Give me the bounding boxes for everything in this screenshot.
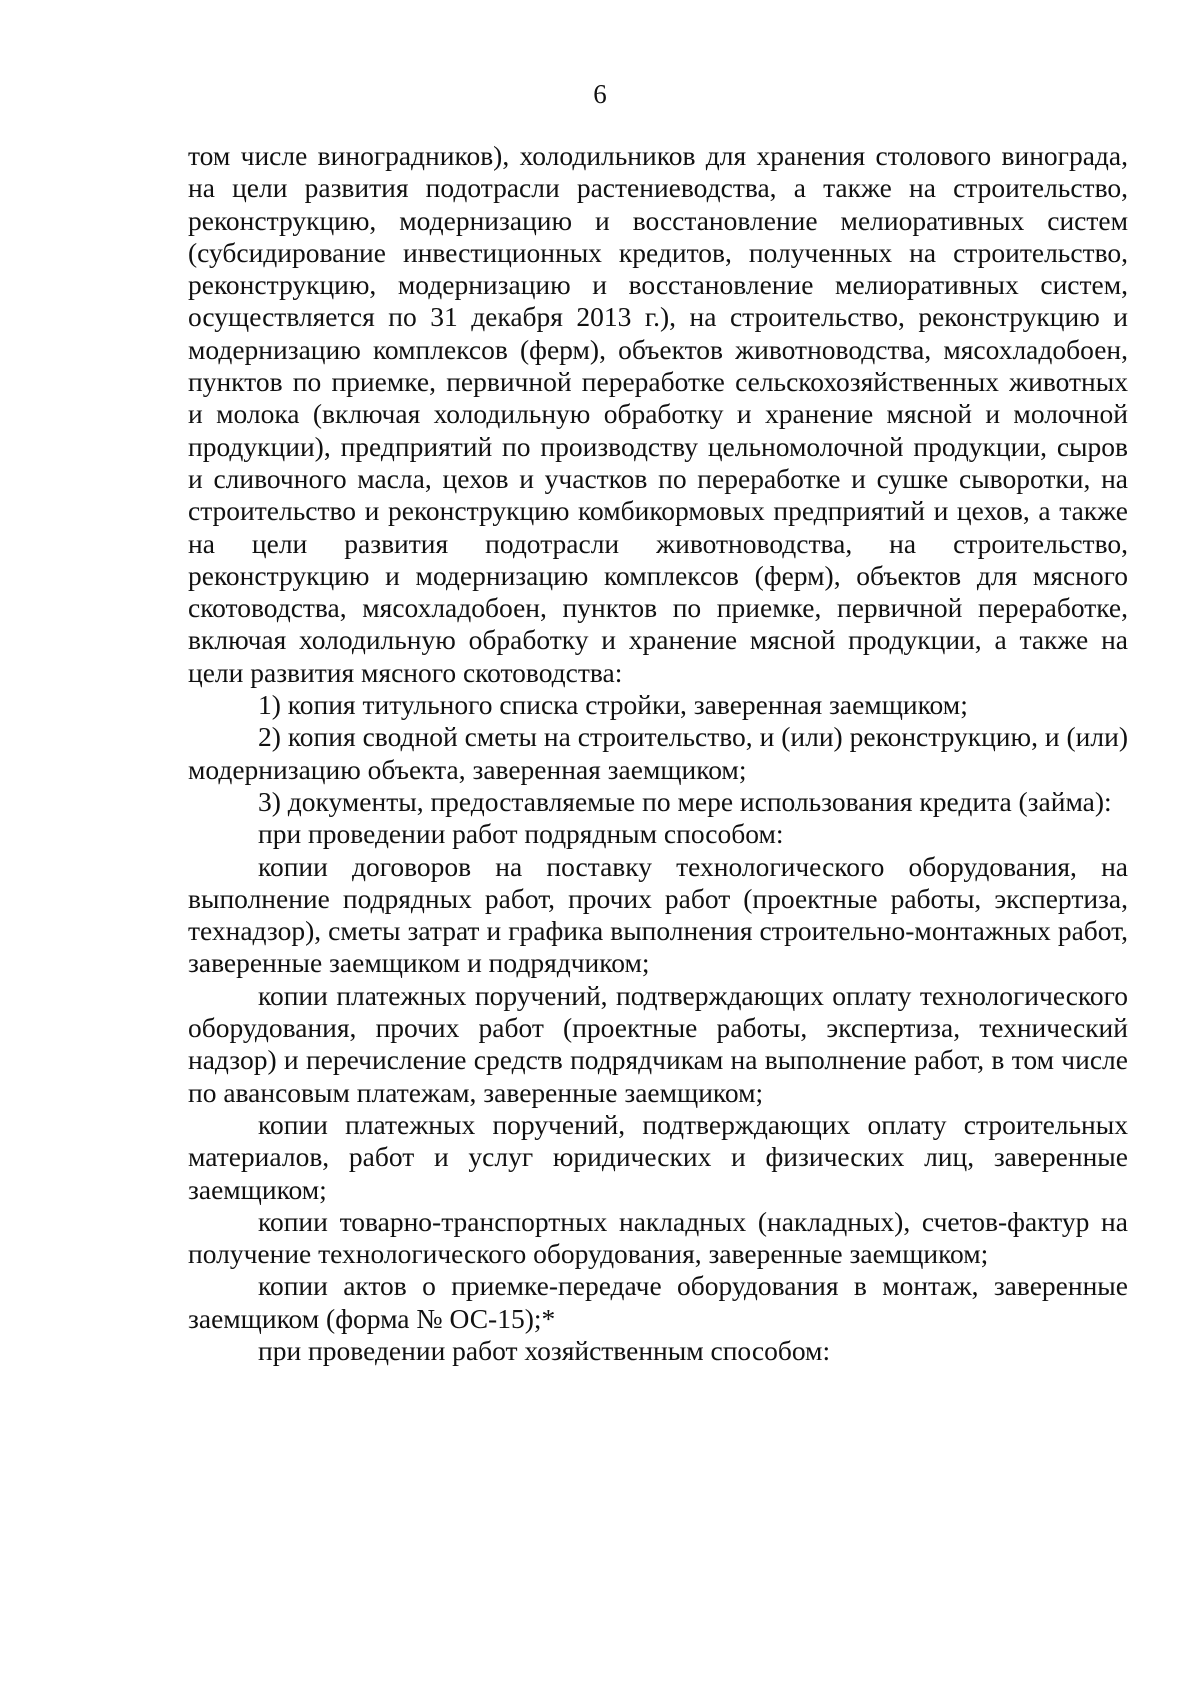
paragraph-item-1: 1) копия титульного списка стройки, заверенная заемщиком; bbox=[258, 689, 968, 721]
page-number: 6 bbox=[593, 79, 607, 109]
paragraph-payment-orders-materials: копии платежных поручений, подтверждающих оплату строительных материалов, работ и услуг юридических и физических лиц, заверенные заемщиком; bbox=[188, 1108, 1128, 1205]
paragraph-contracts-copies: копии договоров на поставку технологического оборудования, на выполнение подрядных работ, прочих работ (проектные работы, экспертиза, технадзор), сметы затрат и графика выполнения строительно-монтажных работ, заверенные заемщиком и подрядчиком; bbox=[188, 850, 1128, 979]
paragraph-waybills: копии товарно-транспортных накладных (накладных), счетов-фактур на получение технологического оборудования, заверенные заемщиком; bbox=[188, 1205, 1128, 1270]
paragraph-own-method: при проведении работ хозяйственным способом: bbox=[258, 1334, 831, 1366]
paragraph-intro: том числе виноградников), холодильников для хранения столового винограда, на цели развития подотрасли растениеводства, а также на строительство, реконструкцию, модернизацию и восстановление мелиоративных систем (субсидирование инвестиционных кредитов, полученных на строительство, реконструкцию, модернизацию и восстановление мелиоративных систем, осуществляется по 31 декабря 2013 г.), на строительство, реконструкцию и модернизацию комплексов (ферм), объектов животноводства, мясохладобоен, пунктов по приемке, первичной переработке сельскохозяйственных животных и молока (включая холодильную обработку и хранение мясной и молочной продукции), предприятий по производству цельномолочной продукции, сыров и сливочного масла, цехов и участков по переработке и сушке сыворотки, на строительство и реконструкцию комбикормовых предприятий и цехов, а также на цели развития подотрасли животноводства, на строительство, реконструкцию и модернизацию комплексов (ферм), объектов для мясного скотоводства, мясохладобоен, пунктов по приемке, первичной переработке, включая холодильную обработку и хранение мясной продукции, а также на цели развития мясного скотоводства: bbox=[188, 140, 1128, 688]
document-body bbox=[188, 140, 1128, 1367]
paragraph-payment-orders-equipment: копии платежных поручений, подтверждающих оплату технологического оборудования, прочих работ (проектные работы, экспертиза, технический надзор) и перечисление средств подрядчикам на выполнение работ, в том числе по авансовым платежам, заверенные заемщиком; bbox=[188, 979, 1128, 1108]
paragraph-item-3: 3) документы, предоставляемые по мере использования кредита (займа): bbox=[258, 785, 1112, 817]
paragraph-item-2: 2) копия сводной сметы на строительство, и (или) реконструкцию, и (или) модернизацию объекта, заверенная заемщиком; bbox=[188, 721, 1128, 785]
paragraph-acceptance-acts: копии актов о приемке-передаче оборудования в монтаж, заверенные заемщиком (форма № ОС-15);* bbox=[188, 1270, 1128, 1334]
paragraph-contract-method: при проведении работ подрядным способом: bbox=[258, 818, 784, 850]
